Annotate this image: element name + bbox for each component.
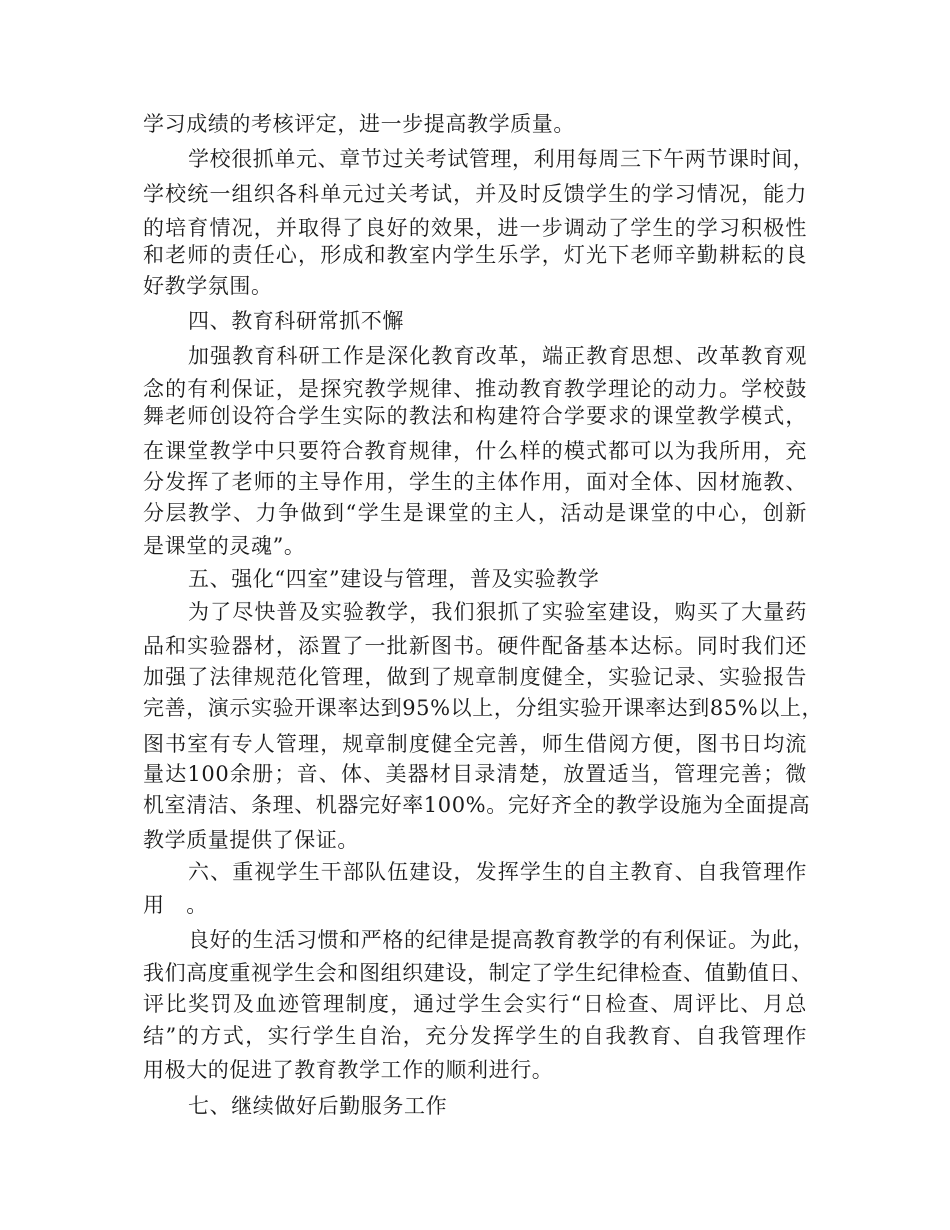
paragraph-line: 良好的生活习惯和严格的纪律是提高教育教学的有利保证。为此， — [188, 928, 815, 952]
paragraph-line: 为了尽快普及实验教学，我们狠抓了实验室建设，购买了大量药 — [188, 600, 807, 624]
section-heading-continuation: 用 。 — [143, 893, 208, 917]
paragraph-line: 加强了法律规范化管理，做到了规章制度健全，实验记录、实验报告 — [143, 665, 807, 689]
paragraph-line: 分层教学、力争做到“学生是课堂的主人，活动是课堂的中心，创新 — [143, 501, 807, 525]
paragraph-line: 完善，演示实验开课率达到95%以上，分组实验开课率达到85%以上， — [143, 696, 824, 720]
paragraph-line: 学校统一组织各科单元过关考试，并及时反馈学生的学习情况，能力 — [143, 182, 807, 206]
paragraph-line: 舞老师创设符合学生实际的教法和构建符合学要求的课堂教学模式， — [143, 404, 807, 428]
paragraph-line: 品和实验器材，添置了一批新图书。硬件配备基本达标。同时我们还 — [143, 634, 807, 658]
paragraph-line: 加强教育科研工作是深化教育改革，端正教育思想、改革教育观 — [188, 344, 807, 368]
paragraph-line: 是课堂的灵魂”。 — [143, 534, 306, 558]
paragraph-line: 用极大的促进了教育教学工作的顺利进行。 — [143, 1058, 554, 1082]
paragraph-line: 的培育情况，并取得了良好的效果，进一步调动了学生的学习积极性 — [143, 216, 807, 240]
section-heading: 七、继续做好后勤服务工作 — [188, 1094, 448, 1118]
paragraph-line: 评比奖罚及血迹管理制度，通过学生会实行“日检查、周评比、月总 — [143, 992, 807, 1016]
section-heading: 六、重视学生干部队伍建设，发挥学生的自主教育、自我管理作 — [188, 860, 807, 884]
paragraph-line: 机室清洁、条理、机器完好率100%。完好齐全的教学设施为全面提高 — [143, 793, 811, 817]
paragraph-line: 量达100余册；音、体、美器材目录清楚，放置适当，管理完善；微 — [143, 762, 807, 786]
paragraph-line: 和老师的责任心，形成和教室内学生乐学，灯光下老师辛勤耕耘的良 — [143, 243, 807, 267]
paragraph-line: 学校很抓单元、章节过关考试管理，利用每周三下午两节课时间， — [188, 147, 815, 171]
section-heading: 四、教育科研常抓不懈 — [188, 309, 404, 333]
paragraph-line: 图书室有专人管理，规章制度健全完善，师生借阅方便，图书日均流 — [143, 732, 807, 756]
paragraph-line: 教学质量提供了保证。 — [143, 828, 359, 852]
paragraph-line: 我们高度重视学生会和图组织建设，制定了学生纪律检查、值勤值日、 — [143, 961, 813, 985]
paragraph-line: 分发挥了老师的主导作用，学生的主体作用，面对全体、因材施教、 — [143, 470, 807, 494]
paragraph-line: 念的有利保证，是探究教学规律、推动教育教学理论的动力。学校鼓 — [143, 377, 807, 401]
paragraph-line: 在课堂教学中只要符合教育规律，什么样的模式都可以为我所用，充 — [143, 439, 807, 463]
section-heading: 五、强化“四室”建设与管理，普及实验教学 — [188, 567, 600, 591]
paragraph-line: 结”的方式，实行学生自治，充分发挥学生的自我教育、自我管理作 — [143, 1024, 807, 1048]
paragraph-line: 好教学氛围。 — [143, 274, 273, 298]
paragraph-line: 学习成绩的考核评定，进一步提高教学质量。 — [143, 112, 575, 136]
